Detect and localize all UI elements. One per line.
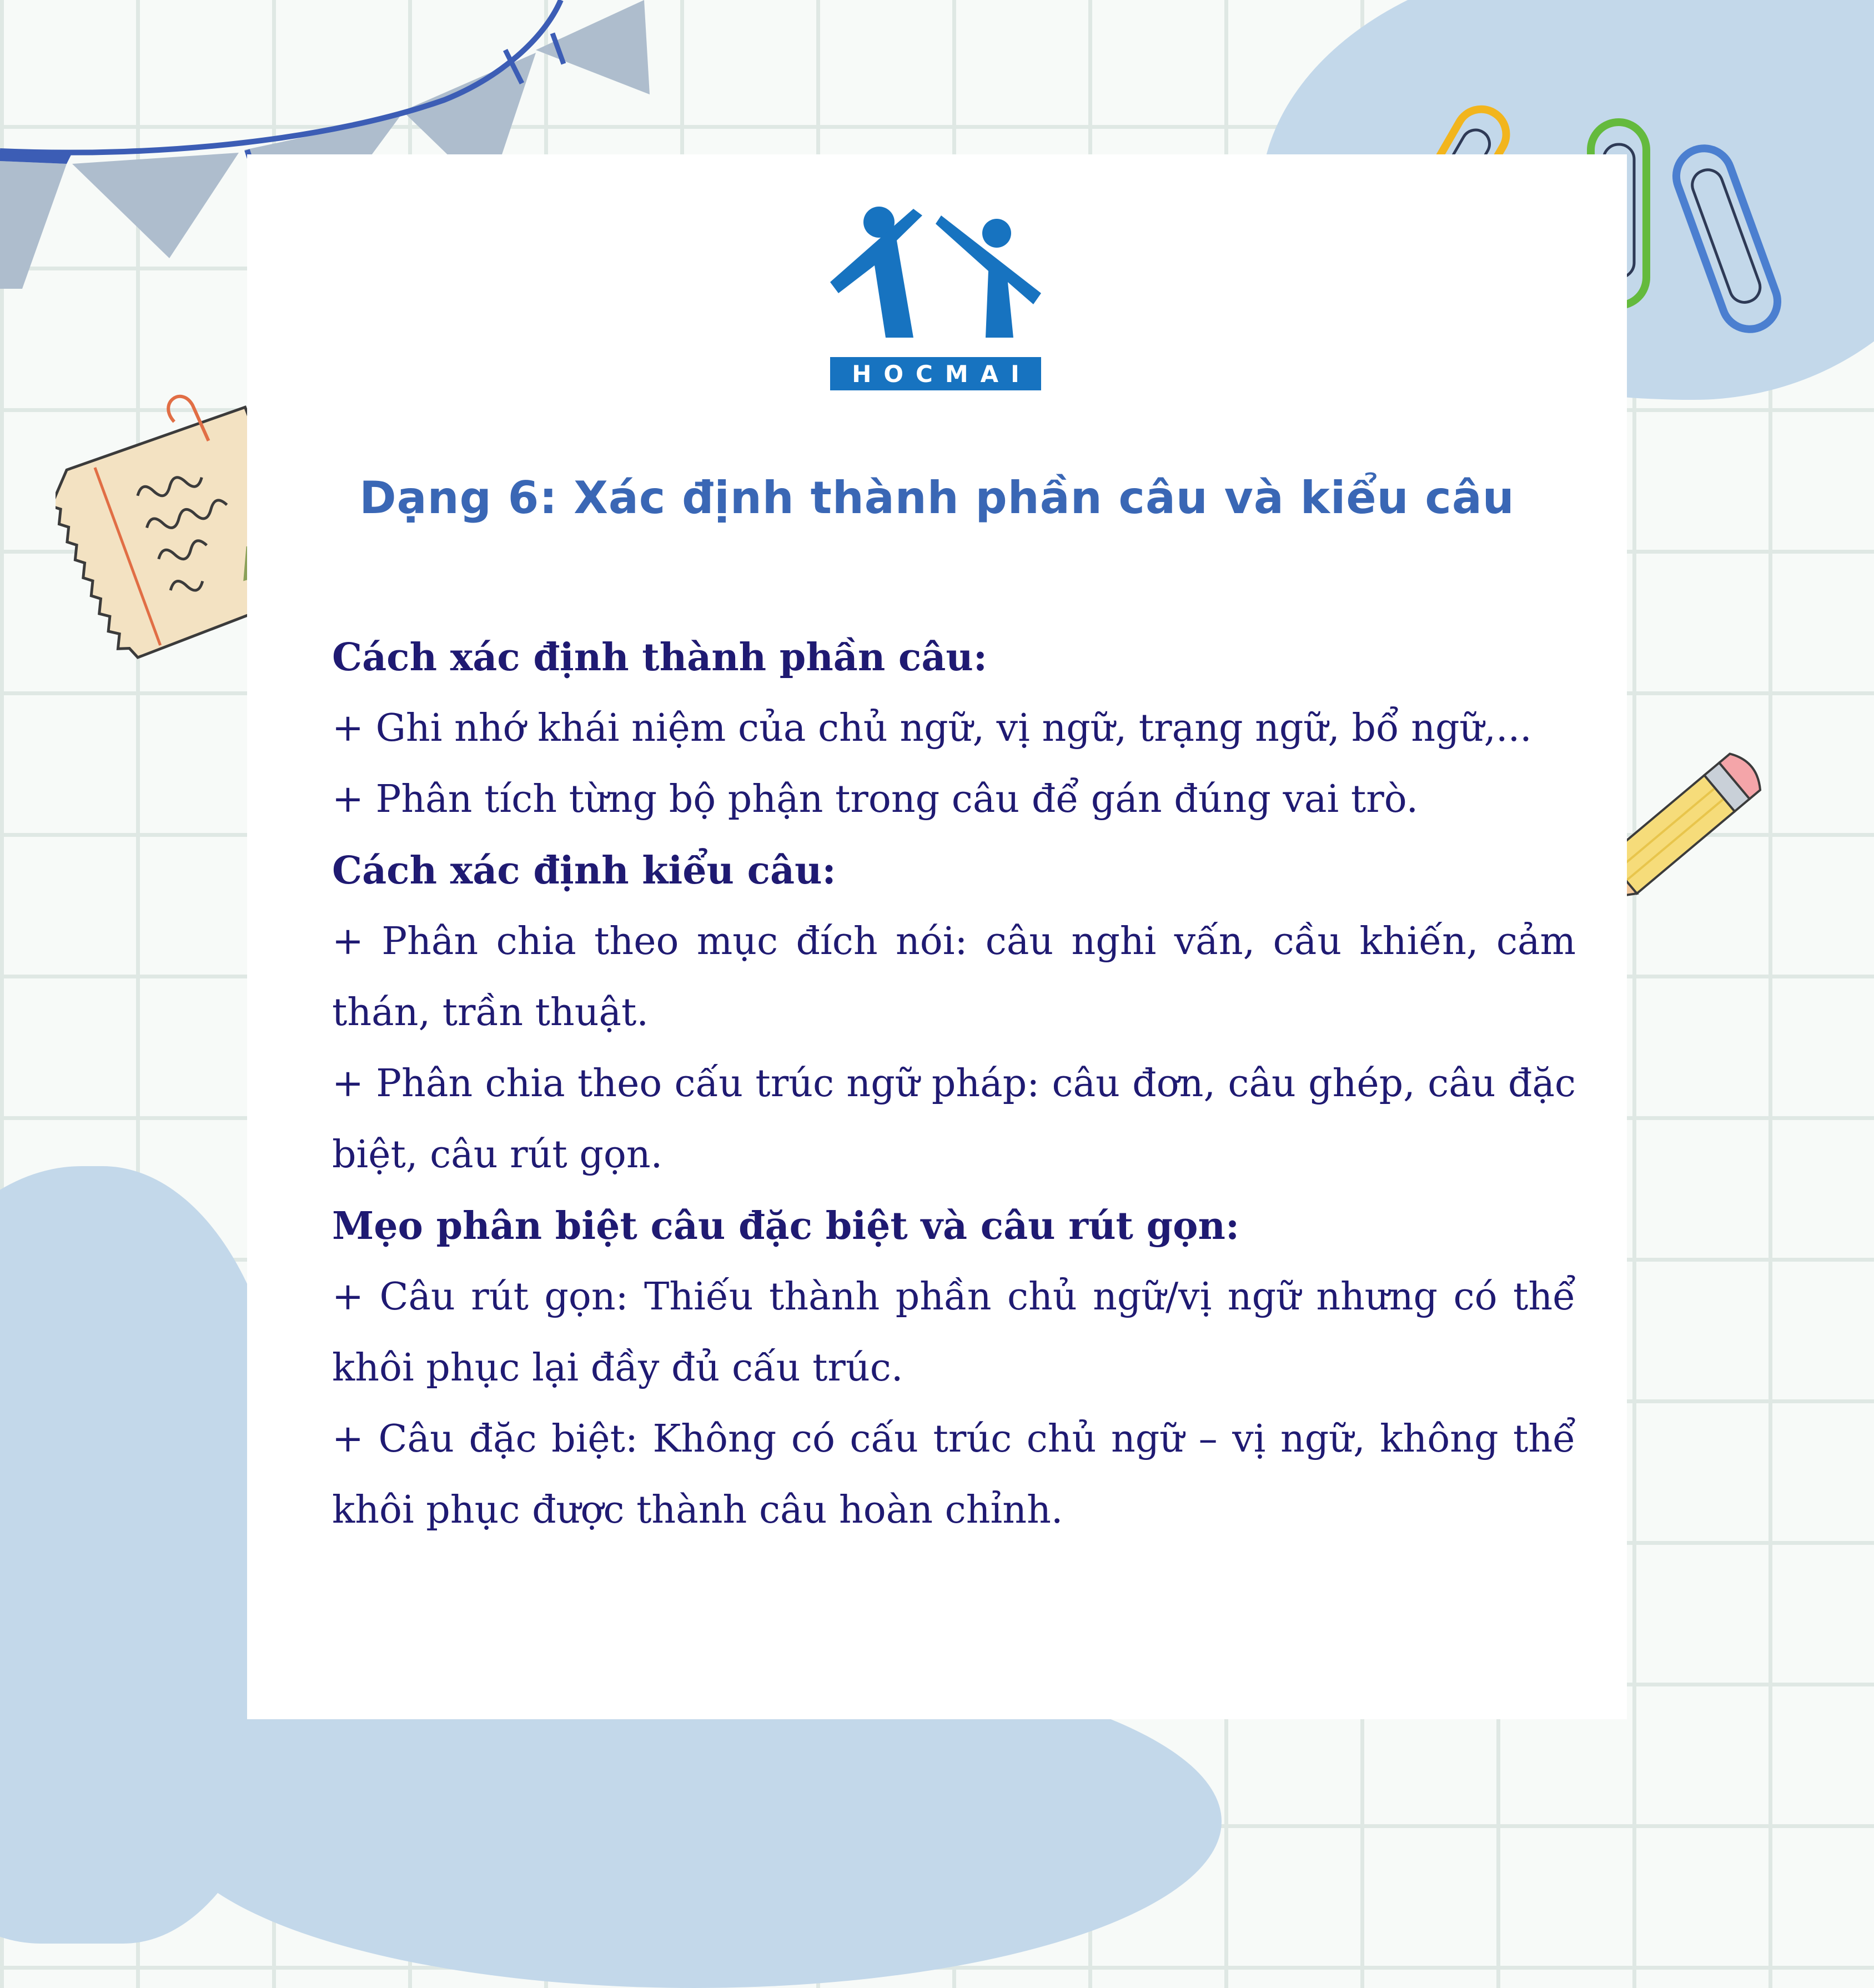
list-item: + Phân chia theo mục đích nói: câu nghi vấn, cầu khiến, cảm thán, trần thuật.: [332, 920, 1576, 1035]
list-item: + Ghi nhớ khái niệm của chủ ngữ, vị ngữ, trạng ngữ, bổ ngữ,...: [332, 706, 1532, 750]
list-item: + Phân tích từng bộ phận trong câu để gán đúng vai trò.: [332, 777, 1419, 821]
section-heading: Cách xác định kiểu câu:: [332, 849, 836, 893]
list-item: + Phân chia theo cấu trúc ngữ pháp: câu đơn, câu ghép, câu đặc biệt, câu rút gọn.: [332, 1062, 1576, 1177]
list-item: + Câu rút gọn: Thiếu thành phần chủ ngữ/vị ngữ nhưng có thể khôi phục lại đầy đủ cấu trúc.: [332, 1275, 1576, 1390]
page-title: Dạng 6: Xác định thành phần câu và kiểu câu: [359, 472, 1515, 524]
logo-text: HOCMAI: [830, 357, 1041, 390]
section-heading: Mẹo phân biệt câu đặc biệt và câu rút gọn:: [332, 1204, 1240, 1248]
hocmai-logo: [830, 199, 1041, 390]
list-item: + Câu đặc biệt: Không có cấu trúc chủ ngữ – vị ngữ, không thể khôi phục được thành câu hoàn chỉnh.: [332, 1417, 1576, 1532]
section-heading: Cách xác định thành phần câu:: [332, 635, 987, 680]
content-body: [332, 622, 1576, 1546]
logo-figures-icon: [830, 199, 1041, 360]
